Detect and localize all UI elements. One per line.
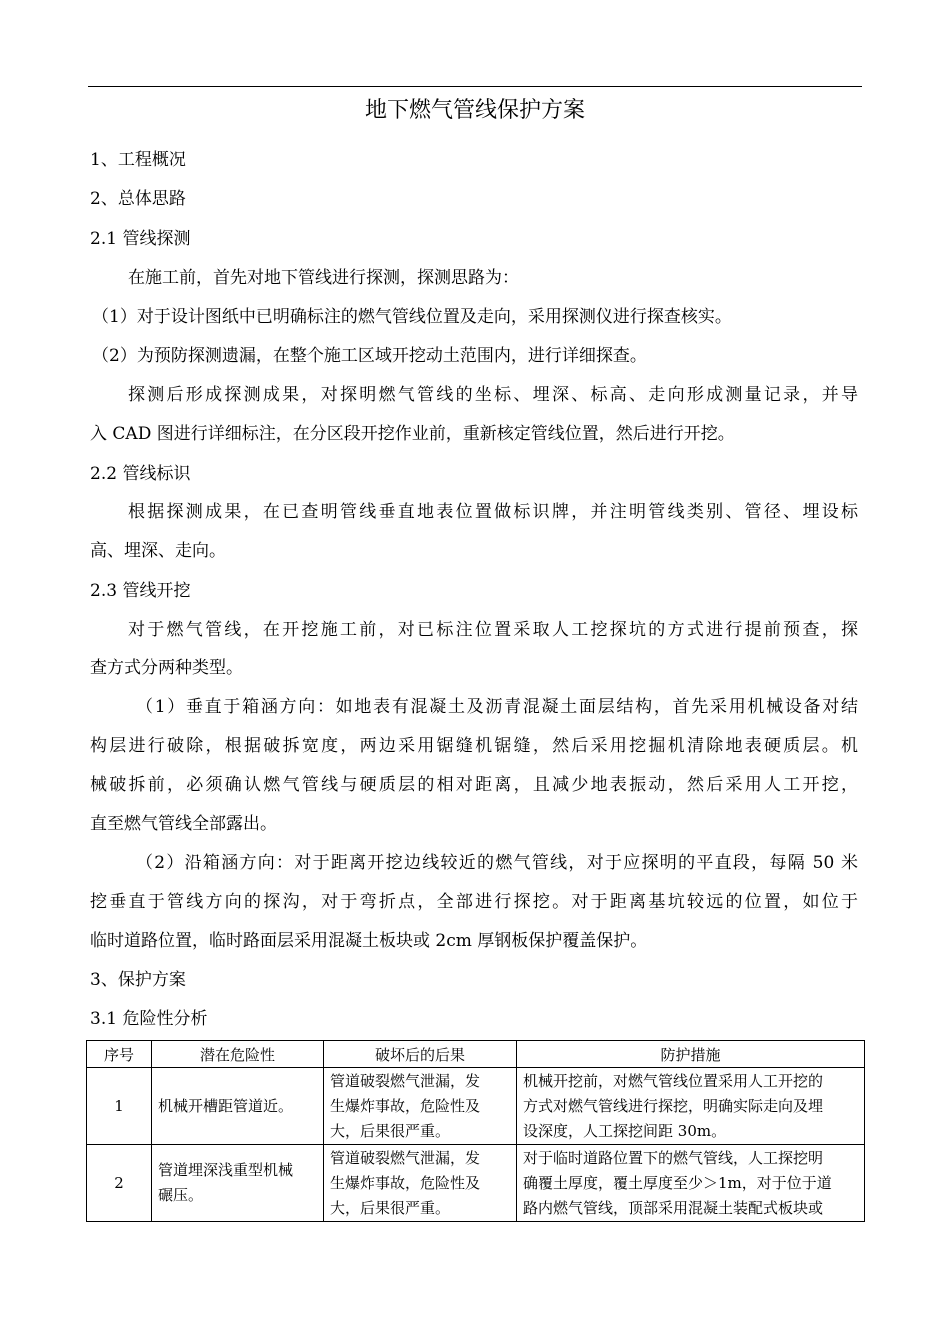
paragraph-line: （1）对于设计图纸中已明确标注的燃气管线位置及走向，采用探测仪进行探查核实。 — [92, 307, 732, 327]
cell-line: 大，后果很严重。 — [330, 1121, 451, 1140]
col-header-measure: 防护措施 — [517, 1041, 865, 1068]
cell-line: 机械开挖前，对燃气管线位置采用人工开挖的 — [523, 1071, 824, 1090]
heading-1: 1、工程概况 — [90, 150, 186, 170]
paragraph-line: 高、埋深、走向。 — [90, 541, 226, 561]
paragraph-line: （1）垂直于箱涵方向：如地表有混凝土及沥青混凝土面层结构，首先采用机械设备对结 — [136, 697, 858, 717]
paragraph-line: 临时道路位置，临时路面层采用混凝土板块或 2cm 厚钢板保护覆盖保护。 — [90, 931, 648, 951]
heading-2: 2、总体思路 — [90, 189, 186, 209]
cell-line: 管道埋深浅重型机械 — [158, 1161, 294, 1179]
header-rule — [88, 86, 862, 87]
cell-line: 管道破裂燃气泄漏，发 — [330, 1071, 481, 1090]
paragraph-line: 在施工前，首先对地下管线进行探测，探测思路为： — [128, 268, 519, 288]
row-measure — [517, 1145, 865, 1222]
cell-line: 方式对燃气管线进行探挖，明确实际走向及埋 — [523, 1096, 824, 1115]
paragraph-line: 构层进行破除，根据破拆宽度，两边采用锯缝机锯缝，然后采用挖掘机清除地表硬质层。机 — [90, 736, 858, 756]
row-measure — [517, 1068, 865, 1145]
row-consequence — [324, 1068, 517, 1145]
cell-line: 碾压。 — [158, 1186, 204, 1204]
cell-line: 设深度，人工探挖间距 30m。 — [523, 1121, 727, 1140]
page-title: 地下燃气管线保护方案 — [364, 98, 585, 123]
row-consequence — [324, 1145, 517, 1222]
row-no: 1 — [87, 1068, 152, 1145]
cell-line: 确覆土厚度，覆土厚度至少＞1m，对于位于道 — [523, 1173, 832, 1192]
paragraph-line: （2）沿箱涵方向：对于距离开挖边线较近的燃气管线，对于应探明的平直段，每隔 50 米 — [136, 853, 858, 873]
paragraph-line: （2）为预防探测遗漏，在整个施工区域开挖动土范围内，进行详细探查。 — [92, 346, 647, 366]
col-header-no: 序号 — [87, 1041, 152, 1068]
paragraph-line: 挖垂直于管线方向的探沟，对于弯折点，全部进行探挖。对于距离基坑较远的位置，如位于 — [90, 892, 858, 912]
table-row — [87, 1068, 865, 1145]
cell-line: 生爆炸事故，危险性及 — [330, 1173, 481, 1192]
heading-2-2: 2.2 管线标识 — [90, 464, 191, 484]
heading-2-3: 2.3 管线开挖 — [90, 581, 191, 601]
paragraph-line: 对于燃气管线，在开挖施工前，对已标注位置采取人工挖探坑的方式进行提前预查，探 — [128, 620, 858, 640]
table-header-row — [87, 1041, 865, 1068]
cell-line: 对于临时道路位置下的燃气管线，人工探挖明 — [523, 1148, 824, 1167]
row-risk: 机械开槽距管道近。 — [152, 1068, 324, 1145]
cell-line: 路内燃气管线，顶部采用混凝土装配式板块或 — [523, 1198, 824, 1217]
paragraph-line: 查方式分两种类型。 — [90, 658, 243, 678]
paragraph-line: 探测后形成探测成果，对探明燃气管线的坐标、埋深、标高、走向形成测量记录，并导 — [128, 385, 858, 405]
col-header-risk: 潜在危险性 — [152, 1041, 324, 1068]
row-no: 2 — [87, 1145, 152, 1222]
cell-line: 大，后果很严重。 — [330, 1198, 451, 1217]
paragraph-line: 械破拆前，必须确认燃气管线与硬质层的相对距离，且减少地表振动，然后采用人工开挖， — [90, 775, 858, 795]
heading-3-1: 3.1 危险性分析 — [90, 1009, 208, 1029]
row-risk — [152, 1145, 324, 1222]
cell-line: 生爆炸事故，危险性及 — [330, 1096, 481, 1115]
risk-analysis-table — [86, 1040, 865, 1222]
paragraph-line: 直至燃气管线全部露出。 — [90, 814, 277, 834]
heading-2-1: 2.1 管线探测 — [90, 229, 191, 249]
col-header-consequence: 破坏后的后果 — [324, 1041, 517, 1068]
heading-3: 3、保护方案 — [90, 970, 186, 990]
table-row — [87, 1145, 865, 1222]
cell-line: 管道破裂燃气泄漏，发 — [330, 1148, 481, 1167]
paragraph-line: 入 CAD 图进行详细标注，在分区段开挖作业前，重新核定管线位置，然后进行开挖。 — [90, 424, 735, 444]
paragraph-line: 根据探测成果，在已查明管线垂直地表位置做标识牌，并注明管线类别、管径、埋设标 — [128, 502, 858, 522]
